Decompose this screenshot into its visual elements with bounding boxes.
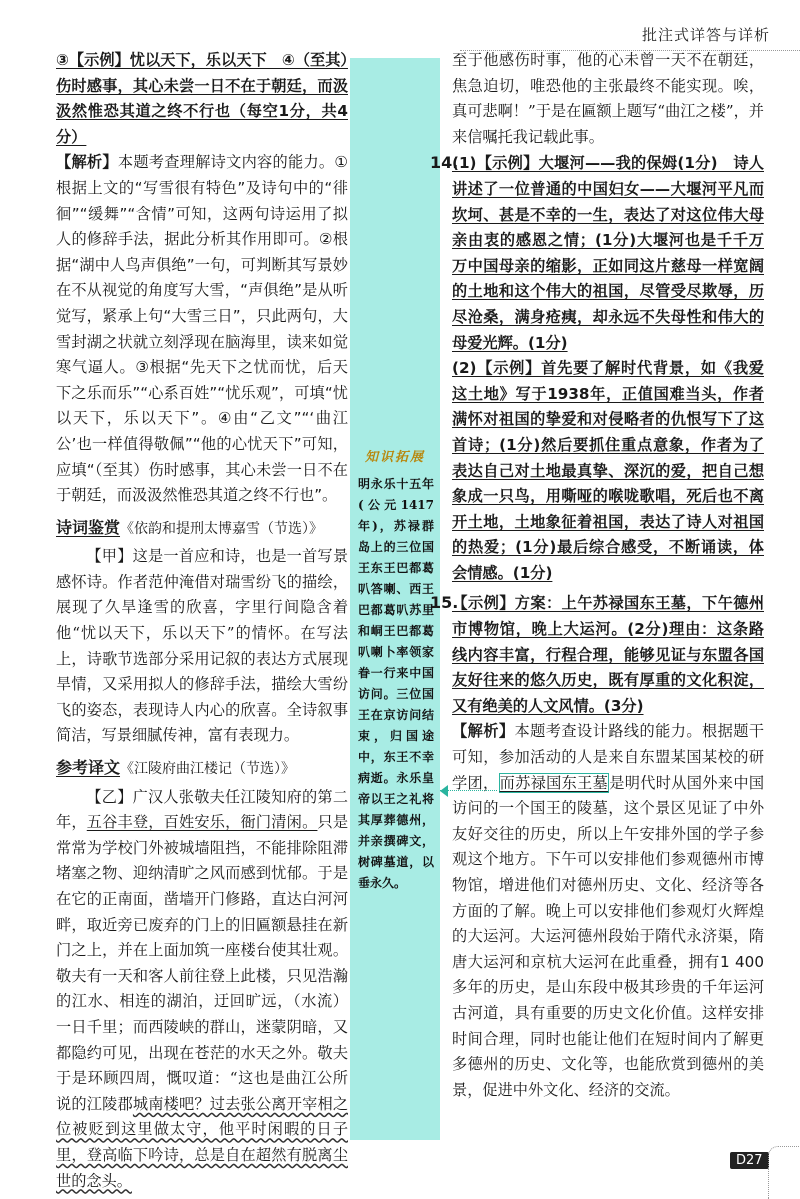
translation-section-label: 参考译文 [56, 758, 121, 778]
translation-continued: 至于他感伤时事，他的心未曾一天不在朝廷，焦急迫切，唯恐他的主张最终不能实现。唉，真可悲啊！”于是在匾额上题写“曲江之楼”，并来信嘱托我记载此事。 [452, 51, 764, 146]
header-title: 批注式详答与详析 [641, 26, 770, 44]
q15-analysis-a: 本题考查设计路线的能力。根据题干可知，参加活动的人是来自东盟某国某校的研学团， [452, 722, 765, 792]
translation-text-mid: 只是常常为学校门外被城墙阻挡，不能排除阻滞堵塞之物、迎纳清旷之风而感到忧郁。于是在它的正南面，凿墙开门修路，直达白河河畔，取近旁已废弃的门上的旧匾额悬挂在新门之上，并在上面加筑一座楼台使其壮观。敬夫有一天和客人前往登上此楼，只见浩瀚的江水、相连的湖泊，迂回旷远，（水流）一日千里；而西陵峡的群山，迷蒙阴暗，又都隐约可见，出现在苍茫的水天之外。敬夫于是环顾四周，慨叹道：“这也是曲江公所说的江陵郡 [56, 813, 349, 1113]
q14-part2: (2)【示例】首先要了解时代背景，如《我爱这土地》写于1938年，正值国难当头，作者满怀对祖国的挚爱和对侵略者的仇恨写下了这首诗；(1分)然后要抓住重点意象，作者为了表达自己对土地最真挚、深沉的爱，把自己想象成一只鸟，用嘶哑的喉咙歌唱，死后也不离开土地，土地象征着祖国，表达了诗人对祖国的热爱；(1分)最后综合感受，不断诵读，体会情感。(1分) [452, 359, 764, 582]
q14-part1 [430, 150, 764, 356]
sidebar-text: 明永乐十五年(公元1417年)，苏禄群岛上的三位国王东王巴都葛叭答喇、西王巴都葛叭苏里和峒王巴都葛叭喇卜率领家眷一行来中国访问。三位国王在京访问结束，归国途中，东王不幸病逝。永乐皇帝以王之礼将其厚葬德州，并亲撰碑文，树碑墓道，以垂永久。 [358, 477, 434, 890]
q14-part1-text: (1)【示例】大堰河——我的保姆(1分) 诗人讲述了一位普通的中国妇女——大堰河平凡而坎坷、甚是不幸的一生，表达了对这位伟大母亲由衷的感恩之情；(1分)大堰河也是千千万万中国母亲的缩影，正如同这片慈母一样宽阔的土地和这个伟大的祖国，尽管受尽欺辱，历尽沧桑，满身疮痍，却永远不失母性和伟大的母爱光辉。(1分) [452, 154, 764, 352]
page-header [0, 6, 800, 46]
left-column [56, 48, 348, 1194]
analysis-label: 【解析】 [56, 153, 118, 172]
knowledge-sidebar [350, 58, 440, 1140]
poem-section-text: 【甲】这是一首应和诗，也是一首写景感怀诗。作者范仲淹借对瑞雪纷飞的描绘，展现了久旱逢雪的欣喜，字里行间隐含着他“忧以天下，乐以天下”的情怀。在写法上，诗歌节选部分采用记叙的表达方式展现旱情，又采用拟人的修辞手法，描绘大雪纷飞的姿态，表现诗人内心的欣喜。全诗叙事简洁，写景细腻传神，富有表现力。 [56, 547, 348, 745]
poem-section-title [56, 515, 348, 543]
sidebar-heading: 知识拓展 [364, 450, 425, 465]
q14-number: 14. [430, 153, 459, 173]
q15-analysis-highlight: 而苏禄国东王墓 [499, 773, 609, 792]
poem-section-label: 诗词鉴赏 [56, 517, 121, 537]
translation-text-start: 【乙】广汉人张敬夫任江陵知府的第二年， [56, 787, 348, 832]
pointer-arrow-icon [440, 785, 448, 797]
q15-analysis-label: 【解析】 [452, 722, 515, 741]
translation-section-text [56, 785, 348, 1195]
translation-section-title [56, 755, 348, 783]
corner-decoration [768, 1146, 800, 1199]
answer-13-tail: ③【示例】忧以天下，乐以天下 ④（至其）伤时感事，其心未尝一日不在于朝廷，而汲汲然惟恐其道之终不行也（每空1分，共4分） [56, 51, 348, 146]
right-column [430, 48, 765, 1103]
analysis-13 [56, 150, 348, 508]
page-number-badge: D27 [730, 1152, 769, 1169]
q15-answer-text: 【示例】方案：上午苏禄国东王墓，下午德州市博物馆，晚上大运河。(2分)理由：这条路线内容丰富，行程合理，能够见证与东盟各国友好往来的悠久历史，既有厚重的文化积淀，又有绝美的人文风情。(3分) [452, 594, 764, 715]
translation-underline-2: 城南楼吧？过去张公离开宰相之位被贬到这里做太守，他平时闲暇的日子里，登高临下吟诗，总是自在超然有脱离尘世的念头。 [56, 1094, 349, 1190]
q15-number: 15. [430, 593, 459, 613]
q15-answer [430, 590, 764, 719]
q15-analysis-b: 是明代时从国外来中国访问的一个国王的陵墓，这个景区见证了中外友好交往的历史，所以上午安排外国的学子参观这个地方。下午可以安排他们参观德州市博物馆，增进他们对德州历史、文化、经济等各方面的了解。晚上可以安排他们参观灯火辉煌的大运河。大运河德州段始于隋代永济渠，隋唐大运河和京杭大运河在此重叠，拥有1 400多年的历史，是山东段中极其珍贵的千年运河古河道，具有重要的历史文化价值。这样安排时间合理，同时也能让他们在短时间内了解更多德州的历史、文化等，也能欣赏到德州的美景，促进中外文化、经济的交流。 [452, 773, 765, 1099]
translation-underline-1: 五谷丰登，百姓安乐，衙门清闲。 [86, 813, 318, 832]
analysis-text: 本题考查理解诗文内容的能力。①根据上文的“写雪很有特色”及诗句中的“徘徊”“缓舞”“含情”可知，这两句诗运用了拟人的修辞手法，据此分析其作用即可。②根据“湖中人鸟声俱绝”一句，可判断其写景妙在不从视觉的角度写大雪，“声俱绝”是从听觉写，紧承上句“大雪三日”，只此两句，大雪封湖之状就立刻浮现在脑海里，读来如觉寒气逼人。③根据“先天下之忧而忧，后天下之乐而乐”“心系百姓”“忧乐观”，可填“忧以天下，乐以天下”。④由“乙文”“‘曲江公’也一样值得敬佩”“他的心忧天下”可知，应填“（至其）伤时感事，其心未尝一日不在于朝廷，而汲汲然惟恐其道之终不行也”。 [56, 153, 349, 505]
translation-section-subtitle: 《江陵府曲江楼记（节选）》 [120, 761, 296, 778]
poem-section-subtitle: 《依韵和提刑太博嘉雪（节选）》 [120, 520, 324, 537]
q15-analysis [452, 719, 764, 1103]
